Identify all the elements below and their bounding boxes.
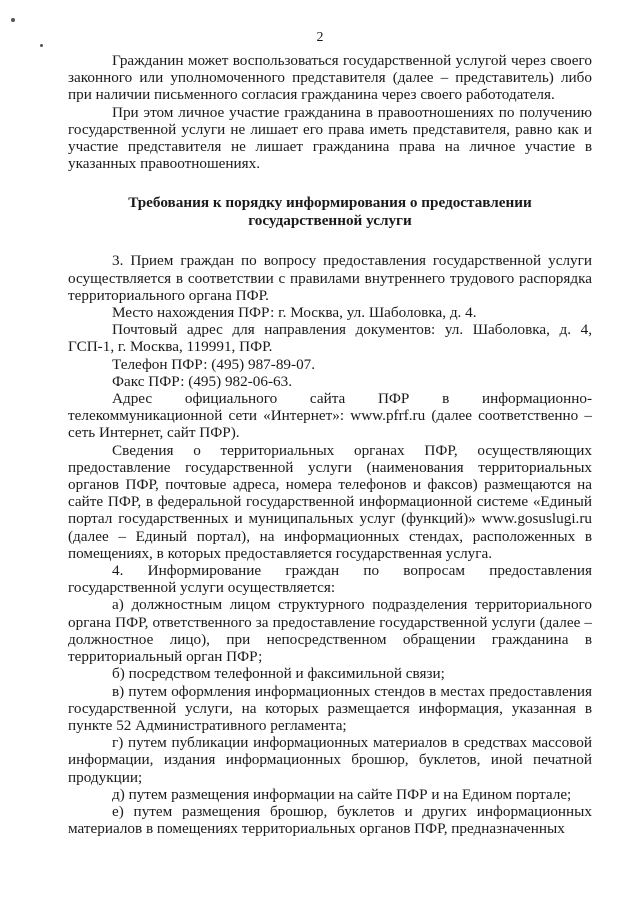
paragraph: г) путем публикации информационных материалов в средствах массовой информации, издания информационных брошюр, буклетов, иной печатной продукции;	[68, 734, 592, 786]
section-heading	[68, 194, 592, 229]
section-heading-line: Требования к порядку информирования о предоставлении	[128, 194, 532, 212]
paragraph: Почтовый адрес для направления документов: ул. Шаболовка, д. 4, ГСП-1, г. Москва, 119991, ПФР.	[68, 321, 592, 356]
paragraph: Гражданин может воспользоваться государственной услугой через своего законного или уполномоченного представителя (далее – представитель) либо при наличии письменного согласия гражданина через своего работодателя.	[68, 52, 592, 104]
paragraph: е) путем размещения брошюр, буклетов и других информационных материалов в помещениях территориальных органов ПФР, предназначенных	[68, 802, 592, 838]
paragraph: Телефон ПФР: (495) 987-89-07.	[112, 355, 316, 373]
paragraph: Адрес официального сайта ПФР в информационно-телекоммуникационной сети «Интернет»: www.pfrf.ru (далее соответственно – сеть Интернет, сайт ПФР).	[68, 390, 592, 442]
paragraph: Факс ПФР: (495) 982-06-63.	[112, 372, 293, 390]
section-heading-line: государственной услуги	[248, 211, 412, 229]
paragraph: а) должностным лицом структурного подразделения территориального органа ПФР, ответственного за предоставление государственной услуги (далее – должностное лицо), при непосредственном обращении гражданина в территориальный орган ПФР;	[68, 596, 592, 666]
paragraph: в) путем оформления информационных стендов в местах предоставления государственной услуги, на которых размещается информация, указанная в пункте 52 Административного регламента;	[68, 682, 592, 734]
paragraph: 3. Прием граждан по вопросу предоставления государственной услуги осуществляется в соответствии с правилами внутреннего трудового распорядка территориального органа ПФР.	[68, 252, 592, 304]
paragraph: При этом личное участие гражданина в правоотношениях по получению государственной услуги не лишает его права иметь представителя, равно как и участие представителя не лишает гражданина права на личное участие в указанных правоотношениях.	[68, 103, 592, 173]
paragraph: д) путем размещения информации на сайте ПФР и на Едином портале;	[112, 785, 572, 803]
page-number: 2	[316, 30, 324, 45]
paragraph: 4. Информирование граждан по вопросам предоставления государственной услуги осуществляется:	[68, 562, 592, 597]
paragraph: Сведения о территориальных органах ПФР, осуществляющих предоставление государственной услуги (наименования территориальных органов ПФР, почтовые адреса, номера телефонов и факсов) размещаются на сайте ПФР, в федеральной государственной информационной системе «Единый портал государственных и муниципальных услуг (функций)» www.gosuslugi.ru (далее – Единый портал), на информационных стендах, расположенных в помещениях, в которых предоставляется государственная услуга.	[68, 441, 592, 562]
paragraph: б) посредством телефонной и факсимильной связи;	[112, 665, 445, 683]
scan-speck	[11, 18, 15, 22]
document-body	[68, 52, 592, 837]
paragraph: Место нахождения ПФР: г. Москва, ул. Шаболовка, д. 4.	[112, 304, 477, 322]
